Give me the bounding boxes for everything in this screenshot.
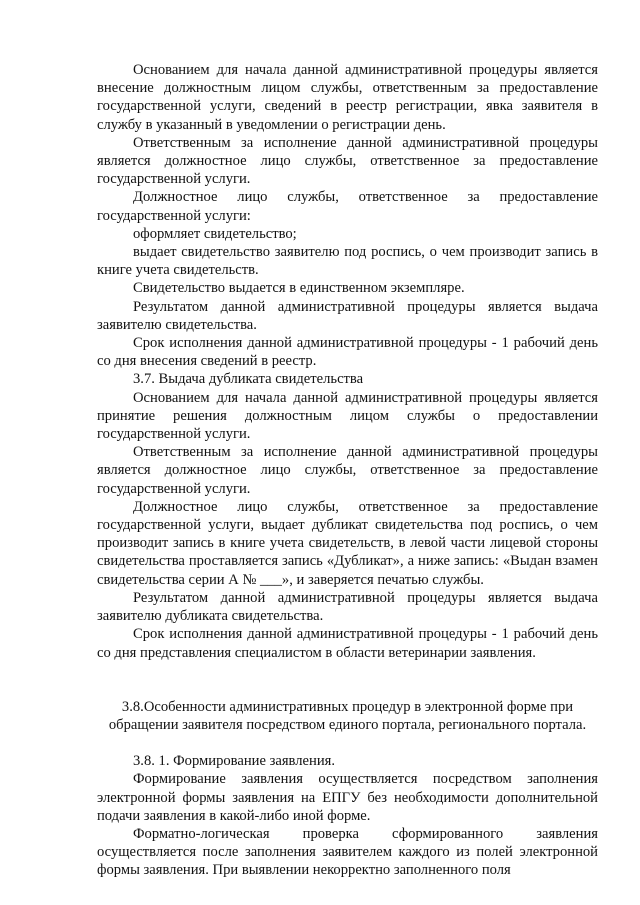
paragraph-form-filling: Формирование заявления осуществляется посредством заполнения электронной формы заявления на ЕПГУ без необходимости дополнительной подачи заявления в какой-либо иной форме. bbox=[97, 771, 598, 824]
paragraph-responsible: Ответственным за исполнение данной административной процедуры является должностное лицо службы, ответственное за предоставление государственной услуги. bbox=[97, 134, 598, 188]
paragraph-official: Должностное лицо службы, ответственное за предоставление государственной услуги: bbox=[97, 189, 598, 224]
paragraph-result: Результатом данной административной процедуры является выдача заявителю свидетельства. bbox=[97, 298, 598, 333]
section-heading-3-8-line2: обращении заявителя посредством единого портала, регионального портала. bbox=[108, 716, 587, 733]
paragraph-duplicate-basis: Основанием для начала данной административной процедуры является принятие решения должностным лицом службы о предоставлении государственной услуги. bbox=[97, 389, 598, 443]
section-heading-3-7: 3.7. Выдача дубликата свидетельства bbox=[133, 371, 364, 388]
paragraph-duplicate-responsible: Ответственным за исполнение данной административной процедуры является должностное лицо службы, ответственное за предоставление государственной услуги. bbox=[97, 444, 598, 497]
paragraph-duplicate-deadline: Срок исполнения данной административной процедуры - 1 рабочий день со дня представления специалистом в области ветеринарии заявления. bbox=[97, 626, 598, 661]
paragraph-format-check: Форматно-логическая проверка сформированного заявления осуществляется после заполнения заявителем каждого из полей электронной формы заявления. При выявлении некорректно заполненного поля bbox=[97, 825, 598, 879]
paragraph-duplicate-official: Должностное лицо службы, ответственное за предоставление государственной услуги, выдает дубликат свидетельства под роспись, о чем производит запись в книге учета свидетельств, в левой части лицевой стороны свидетельства проставляется запись «Дубликат», а ниже запись: «Выдан взамен свидетельства серии А № ___», и заверяется печатью службы. bbox=[97, 498, 598, 588]
list-item-issue-certificate: оформляет свидетельство; bbox=[133, 225, 297, 242]
paragraph-single-copy: Свидетельство выдается в единственном экземпляре. bbox=[133, 280, 465, 297]
list-item-hand-over: выдает свидетельство заявителю под роспись, о чем производит запись в книге учета свидетельств. bbox=[97, 244, 598, 279]
paragraph-duplicate-result: Результатом данной административной процедуры является выдача заявителю дубликата свидетельства. bbox=[97, 589, 598, 625]
paragraph-basis-registration: Основанием для начала данной административной процедуры является внесение должностным лицом службы, ответственным за предоставление государственной услуги, сведений в реестр регистрации, явка заявителя в службу в указанный в уведомлении о регистрации день. bbox=[97, 62, 598, 133]
paragraph-deadline: Срок исполнения данной административной процедуры - 1 рабочий день со дня внесения сведений в реестр. bbox=[97, 335, 598, 370]
section-heading-3-8-1: 3.8. 1. Формирование заявления. bbox=[133, 753, 335, 770]
section-heading-3-8-line1: 3.8.Особенности административных процедур в электронной форме при bbox=[121, 698, 574, 715]
